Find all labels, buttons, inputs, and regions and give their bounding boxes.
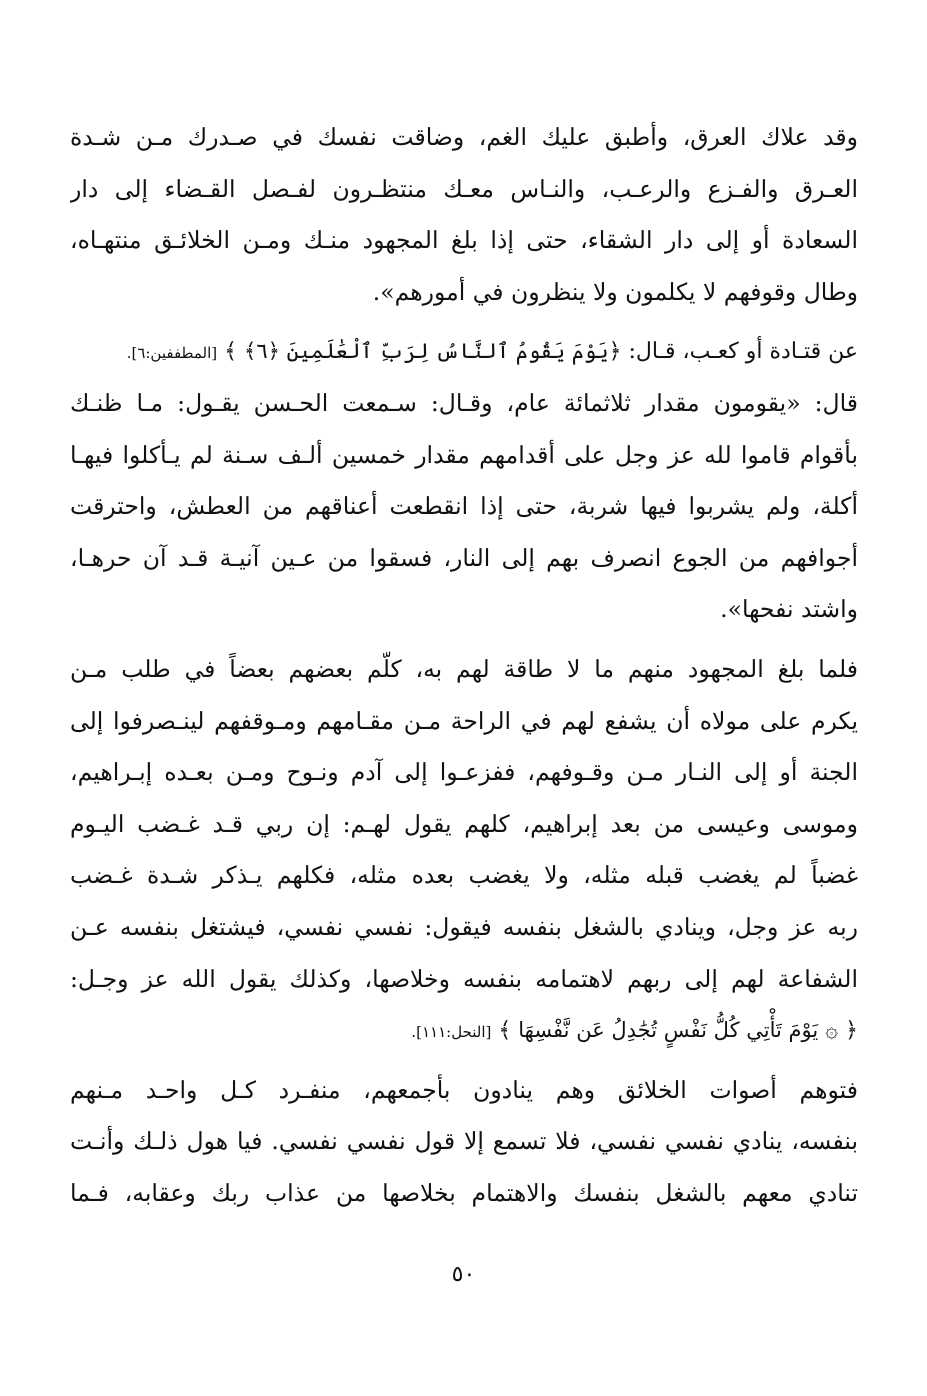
citation-prefix: عن قتـادة أو كعـب، قـال: ﴿ [608, 339, 858, 365]
text-line: فلما بلغ المجهود منهم ما لا طاقة لهم به، كلّم بعضهم بعضاً في طلب مـن [70, 654, 858, 683]
paragraph-4 [70, 1065, 858, 1220]
text-line: وقد علاك العرق، وأطبق عليك الغم، وضاقت نفسك في صـدرك مـن شـدة [70, 123, 858, 151]
text-line: بنفسه، ينادي نفسي نفسي، فلا تسمع إلا قول نفسي نفسي. فيا هول ذلـك وأنـت [70, 1127, 858, 1156]
text-line: فتوهم أصوات الخلائق وهم ينادون بأجمعهم، منفـرد كـل واحـد مـنهم [70, 1075, 858, 1104]
verse-close-bracket: ﴾ [491, 1018, 519, 1044]
text-line: قال: «يقومون مقدار ثلاثمائة عام، وقـال: سـمعت الحـسن يقـول: مـا ظنـك [70, 388, 858, 417]
text-line: وموسى وعيسى من بعد إبراهيم، كلهم يقول لهـم: إن ربي قـد غـضب اليـوم [70, 809, 858, 838]
paragraph-2 [70, 326, 858, 636]
paragraph-1 [70, 112, 858, 318]
text-line: الشفاعة لهم إلى ربهم لاهتمامه بنفسه وخلاصها، وكذلك يقول الله عز وجـل: [70, 964, 858, 993]
text-line: بأقوام قاموا لله عز وجل على أقدامهم مقدار خمسين ألـف سـنة لم يـأكلوا فيهـا [70, 440, 858, 469]
verse-reference: [المطففين:٦]. [126, 344, 218, 363]
text-line: وطال وقوفهم لا يكلمون ولا ينظرون في أمورهم». [372, 277, 858, 306]
verse-open-bracket: ﴿ ۞ [818, 1018, 858, 1044]
verse-reference: [النحل:١١١]. [411, 1023, 492, 1042]
text-line: غضباً لم يغضب قبله مثله، ولا يغضب بعده مثله، فكلهم يـذكر شـدة غـضب [70, 861, 858, 890]
quran-citation-line [70, 326, 858, 378]
text-line: أكلة، ولم يشربوا فيها شربة، حتى إذا انقطعت أعناقهم من العطش، واحترقت [70, 492, 858, 521]
quran-verse: يَوْمَ يَقُومُ ٱلنَّاسُ لِرَبِّ ٱلْعَٰلَمِينَ ﴿٦﴾ [244, 339, 609, 364]
text-line: العـرق والفـزع والرعـب، والنـاس معـك منتظـرون لفـصل القـضاء إلى دار [70, 174, 858, 203]
page-number: ٥٠ [451, 1262, 476, 1287]
text-line: يكرم على مولاه أن يشفع لهم في الراحة مـن مقـامهم ومـوقفهم لينـصرفوا إلى [70, 706, 858, 735]
text-line: واشتد نفحها». [720, 595, 858, 624]
quran-verse: يَوْمَ تَأْتِي كُلُّ نَفْسٍ تُجَٰدِلُ عَن نَّفْسِهَا [518, 1018, 819, 1043]
text-line: أجوافهم من الجوع انصرف بهم إلى النار، فسقوا من عـين آنيـة قـد آن حرهـا، [70, 543, 858, 572]
verse-close-bracket: ﴾ [217, 339, 245, 365]
text-line: ربه عز وجل، وينادي بالشغل بنفسه فيقول: نفسي نفسي، فيشتغل بنفسه عـن [70, 912, 858, 941]
paragraph-3 [70, 644, 858, 1057]
text-line: السعادة أو إلى دار الشقاء، حتى إذا بلغ المجهود منـك ومـن الخلائـق منتهـاه، [70, 226, 858, 255]
quran-citation-line [70, 1005, 858, 1057]
page-body [70, 112, 858, 1227]
text-line: الجنة أو إلى النـار مـن وقـوفهم، ففزعـوا إلى آدم ونـوح ومـن بعـده إبـراهيم، [70, 758, 858, 787]
text-line: تنادي معهم بالشغل بنفسك والاهتمام بخلاصها من عذاب ربك وعقابه، فـما [70, 1178, 858, 1207]
